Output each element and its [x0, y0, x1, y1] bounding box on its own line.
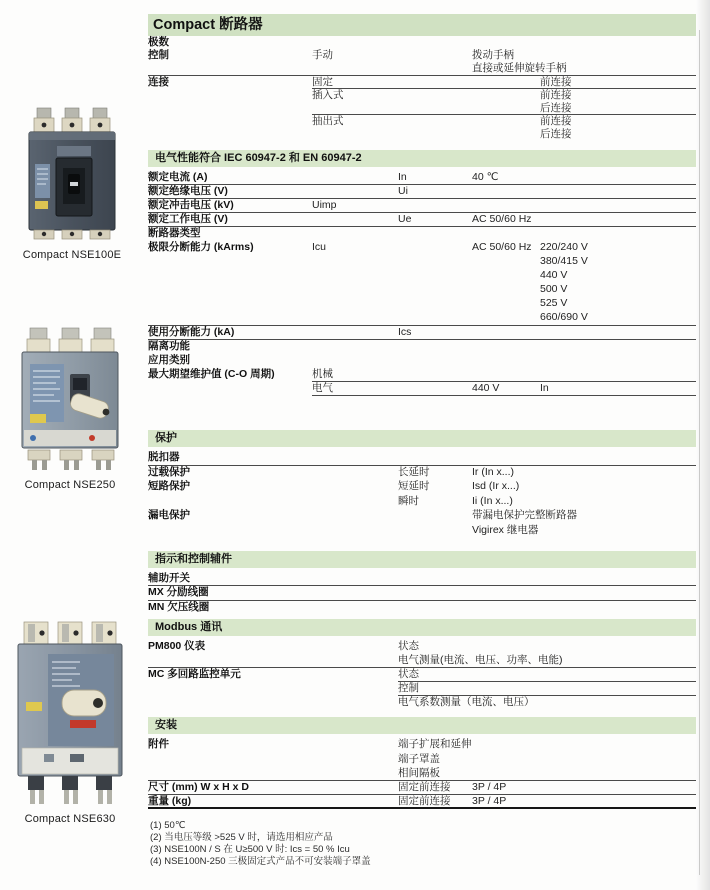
table-cell: 隔离功能	[148, 339, 190, 352]
table-cell: 电气系数测量（电流、电压）	[398, 696, 535, 709]
table-row	[148, 89, 696, 102]
table-row	[148, 102, 696, 115]
product-block-nse630	[12, 620, 128, 825]
table-row	[148, 795, 696, 809]
table-cell: 重量 (kg)	[148, 795, 192, 808]
page-edge-shadow	[696, 0, 710, 890]
table-row	[148, 76, 696, 89]
table-row	[148, 668, 696, 682]
table-cell: 过载保护	[148, 465, 190, 478]
table-cell: 固定前连接	[398, 795, 451, 808]
table-cell: 电气	[312, 381, 333, 394]
table-cell: 最大期望维护值 (C-O 周期)	[148, 367, 275, 380]
table-cell: Icu	[312, 240, 327, 253]
table-cell: 380/415 V	[540, 255, 588, 268]
table-cell: 440 V	[472, 381, 500, 394]
table-cell: 相间隔板	[398, 766, 440, 779]
table-cell: 440 V	[540, 269, 568, 282]
table-cell: 极限分断能力 (kArms)	[148, 240, 254, 253]
table-cell: 电气测量(电流、电压、功率、电能)	[398, 654, 563, 667]
table-cell: PM800 仪表	[148, 640, 206, 653]
product-block-nse250	[16, 326, 124, 491]
breaker-photo-nse630	[14, 620, 126, 808]
table-row	[148, 340, 696, 354]
table-cell: 前连接	[540, 115, 572, 128]
table-row	[148, 62, 696, 75]
table-cell: AC 50/60 Hz	[472, 212, 532, 225]
table-row	[148, 354, 696, 368]
table-row	[148, 49, 696, 62]
table-cell: 500 V	[540, 283, 568, 296]
table-row	[148, 36, 696, 49]
table-row	[148, 382, 696, 396]
footnote: (4) NSE100N-250 三极固定式产品不可安装端子罩盖	[150, 856, 371, 867]
footnotes	[150, 820, 371, 868]
footnote: (1) 50℃	[150, 820, 186, 831]
table-cell: 拨动手柄	[472, 49, 514, 62]
table-cell: Ir (In x...)	[472, 465, 514, 478]
section-header-installation: 安装	[148, 717, 696, 734]
table-cell: 后连接	[540, 128, 572, 141]
table-row	[148, 171, 696, 185]
table-cell: 极数	[148, 36, 169, 48]
table-cell: Ui	[398, 184, 408, 197]
table-row	[148, 781, 696, 795]
table-row	[148, 682, 696, 696]
table-cell: 辅助开关	[148, 571, 190, 584]
table-row	[148, 509, 696, 524]
table-cell: 使用分断能力 (kA)	[148, 325, 235, 338]
table-cell: Ii (In x...)	[472, 494, 513, 507]
section-header-modbus: Modbus 通讯	[148, 619, 696, 636]
section-modbus	[148, 619, 696, 710]
table-cell: 抽出式	[312, 115, 344, 128]
table-row	[148, 572, 696, 587]
table-row	[148, 283, 696, 297]
product-caption: Compact NSE250	[24, 479, 116, 491]
table-cell: 额定工作电压 (V)	[148, 212, 228, 225]
table-cell: 短延时	[398, 480, 430, 493]
section-header-indication: 指示和控制辅件	[148, 551, 696, 568]
table-cell: Isd (Ir x...)	[472, 480, 520, 493]
product-block-nse100e	[22, 106, 122, 261]
table-row	[148, 128, 696, 141]
footnote: (3) NSE100N / S 在 U≥500 V 时: Ics = 50 % Icu	[150, 844, 350, 855]
table-cell: MN 欠压线圈	[148, 600, 210, 613]
table-cell: 脱扣器	[148, 451, 180, 463]
table-cell: 长延时	[398, 465, 430, 478]
table-row	[148, 767, 696, 781]
table-cell: 断路器类型	[148, 226, 201, 239]
table-cell: Vigirex 继电器	[472, 523, 539, 536]
table-row	[148, 297, 696, 311]
table-cell: 端子扩展和延伸	[398, 738, 472, 751]
table-cell: 后连接	[540, 101, 572, 114]
table-row	[148, 185, 696, 199]
table-cell: 插入式	[312, 88, 344, 101]
table-cell: 40 ℃	[472, 170, 499, 183]
table-cell: 额定绝缘电压 (V)	[148, 184, 228, 197]
table-row	[148, 326, 696, 340]
table-cell: MC 多回路监控单元	[148, 668, 241, 681]
table-cell: 状态	[398, 640, 419, 653]
table-cell: 附件	[148, 738, 169, 751]
table-row	[148, 601, 696, 616]
table-row	[148, 524, 696, 539]
table-cell: 3P / 4P	[472, 795, 507, 808]
table-cell: Ue	[398, 212, 412, 225]
table-cell: 漏电保护	[148, 509, 190, 522]
table-row	[148, 115, 696, 128]
table-row	[148, 269, 696, 283]
table-cell: 控制	[398, 682, 419, 695]
table-row	[148, 586, 696, 601]
table-cell: 短路保护	[148, 480, 190, 493]
table-row	[148, 753, 696, 767]
table-row	[148, 227, 696, 241]
table-row	[148, 640, 696, 654]
section-electrical	[148, 150, 696, 397]
table-row	[148, 696, 696, 710]
table-cell: Ics	[398, 325, 412, 338]
table-cell: 220/240 V	[540, 240, 588, 253]
table-cell: 控制	[148, 49, 169, 62]
table-cell: Uimp	[312, 198, 337, 211]
section-header-electrical: 电气性能符合 IEC 60947-2 和 EN 60947-2	[148, 150, 696, 167]
footnote: (2) 当电压等级 >525 V 时，请选用相应产品	[150, 832, 333, 843]
table-cell: 状态	[398, 668, 419, 681]
table-row	[148, 199, 696, 213]
section-indication	[148, 551, 696, 616]
table-cell: 连接	[148, 75, 169, 88]
section-general	[148, 36, 696, 142]
table-cell: 瞬时	[398, 494, 419, 507]
table-cell: 手动	[312, 49, 333, 62]
table-row	[148, 255, 696, 269]
table-row	[148, 241, 696, 255]
table-cell: 应用类别	[148, 353, 190, 366]
table-cell: 带漏电保护完整断路器	[472, 509, 577, 522]
spec-table	[148, 14, 696, 809]
table-cell: MX 分励线圈	[148, 586, 209, 599]
table-row	[148, 451, 696, 466]
section-installation	[148, 717, 696, 809]
table-cell: 固定前连接	[398, 780, 451, 793]
table-row	[148, 311, 696, 325]
table-cell: 尺寸 (mm) W x H x D	[148, 780, 249, 793]
table-cell: 固定	[312, 75, 333, 88]
table-row	[148, 738, 696, 752]
table-cell: 3P / 4P	[472, 780, 507, 793]
table-cell: In	[540, 381, 549, 394]
product-caption: Compact NSE100E	[22, 249, 122, 261]
table-cell: 525 V	[540, 297, 568, 310]
table-cell: 机械	[312, 367, 333, 380]
table-row	[148, 495, 696, 510]
breaker-photo-nse250	[18, 326, 122, 474]
product-caption: Compact NSE630	[24, 813, 116, 825]
table-row	[148, 368, 696, 382]
table-row	[148, 480, 696, 495]
table-cell: 直接或延伸旋转手柄	[472, 62, 567, 75]
table-row	[148, 466, 696, 481]
page-title: Compact 断路器	[148, 14, 696, 36]
table-cell: AC 50/60 Hz	[472, 240, 532, 253]
table-cell: 额定电流 (A)	[148, 170, 208, 183]
table-cell: In	[398, 170, 407, 183]
table-cell: 前连接	[540, 88, 572, 101]
table-cell: 端子罩盖	[398, 752, 440, 765]
table-row	[148, 213, 696, 227]
table-row	[148, 654, 696, 668]
breaker-photo-nse100e	[26, 106, 118, 244]
section-protection	[148, 430, 696, 539]
table-cell: 660/690 V	[540, 311, 588, 324]
table-cell: 前连接	[540, 75, 572, 88]
spec-table-body	[148, 36, 696, 809]
section-header-protection: 保护	[148, 430, 696, 447]
table-cell: 额定冲击电压 (kV)	[148, 198, 234, 211]
